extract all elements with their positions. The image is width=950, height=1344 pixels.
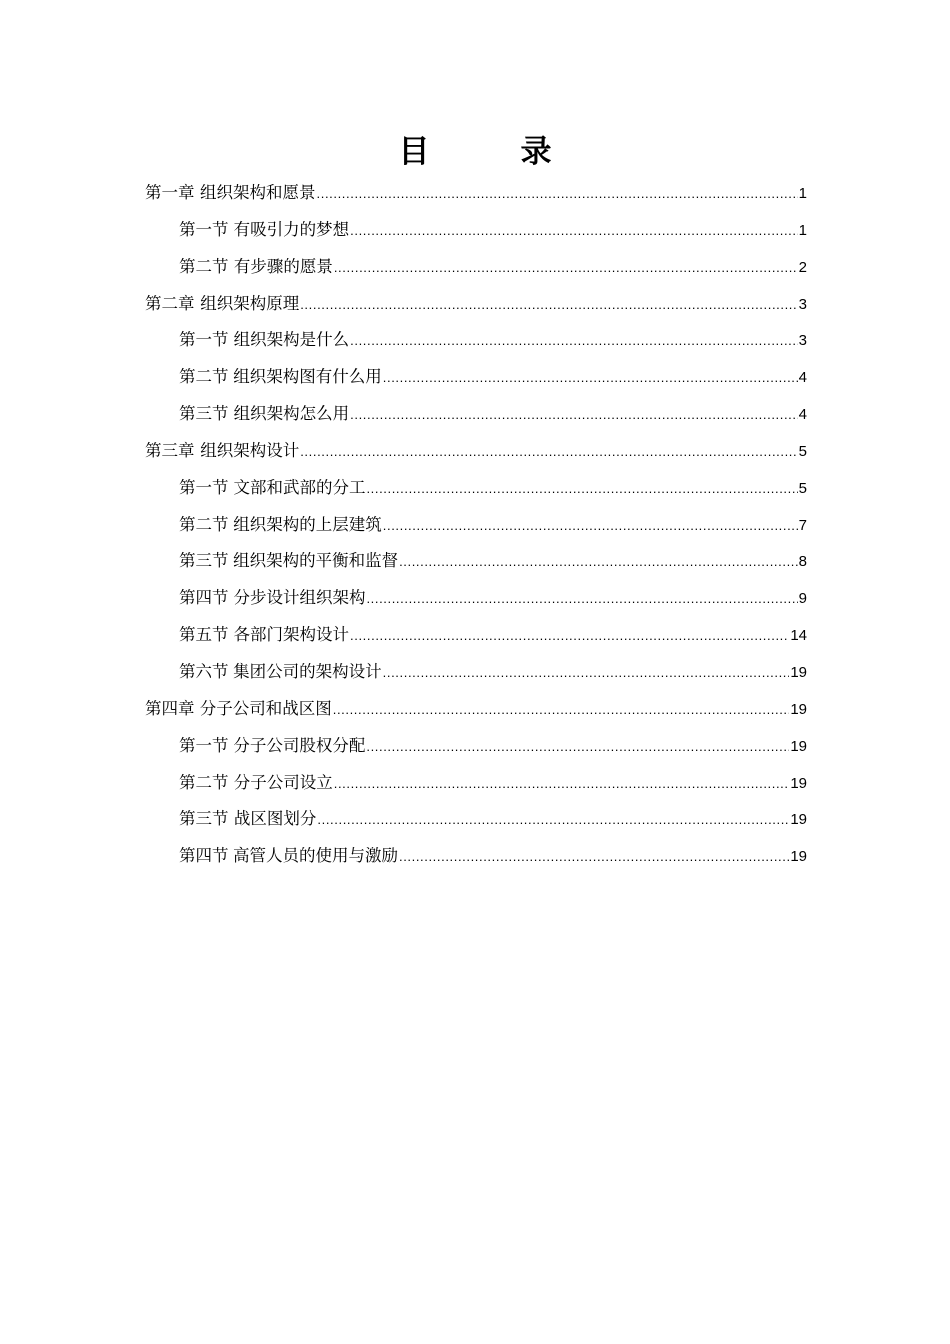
toc-entry-label: 高管人员的使用与激励 xyxy=(232,846,398,866)
toc-dot-leader xyxy=(334,250,798,287)
toc-section-entry[interactable] xyxy=(145,507,807,544)
toc-page-number: 1 xyxy=(798,221,807,239)
toc-page-number: 3 xyxy=(798,332,807,350)
toc-entry-number: 第一节 xyxy=(179,330,229,350)
toc-entry-number: 第四节 xyxy=(179,588,229,608)
toc-page-number: 4 xyxy=(798,406,807,424)
toc-entry-number: 第一章 xyxy=(145,183,195,202)
toc-entry-label: 组织架构原理 xyxy=(200,293,300,313)
toc-entry-number: 第二节 xyxy=(179,772,229,792)
toc-section-entry[interactable] xyxy=(145,838,807,875)
toc-entry-label: 分步设计组织架构 xyxy=(233,588,366,608)
toc-dot-leader xyxy=(383,508,798,545)
toc-section-entry[interactable] xyxy=(145,543,807,580)
toc-dot-leader xyxy=(366,581,797,618)
toc-section-entry[interactable] xyxy=(145,765,807,802)
toc-entry-number: 第二章 xyxy=(145,293,195,313)
toc-page-number: 19 xyxy=(790,700,807,718)
toc-entry-label: 各部门架构设计 xyxy=(233,625,350,645)
toc-entry-label: 组织架构和愿景 xyxy=(200,183,316,202)
toc-list xyxy=(145,175,807,875)
toc-dot-leader xyxy=(366,729,789,766)
toc-page-number: 5 xyxy=(798,479,807,497)
toc-section-entry[interactable] xyxy=(145,728,807,765)
toc-page-number: 7 xyxy=(798,516,807,534)
toc-chapter-entry[interactable] xyxy=(145,175,807,212)
toc-section-entry[interactable] xyxy=(145,396,807,433)
toc-entry-label: 分子公司股权分配 xyxy=(233,735,366,755)
toc-page-number: 5 xyxy=(798,442,807,460)
toc-entry-label: 组织架构的平衡和监督 xyxy=(233,551,399,571)
toc-page-number: 19 xyxy=(790,811,807,829)
toc-chapter-entry[interactable] xyxy=(145,433,807,470)
toc-dot-leader xyxy=(350,618,789,655)
toc-entry-label: 组织架构设计 xyxy=(200,440,300,460)
toc-section-entry[interactable] xyxy=(145,212,807,249)
toc-page-number: 19 xyxy=(790,848,807,866)
toc-section-entry[interactable] xyxy=(145,801,807,838)
toc-dot-leader xyxy=(300,287,797,324)
toc-entry-number: 第二节 xyxy=(179,514,229,534)
toc-dot-leader xyxy=(350,213,798,250)
toc-dot-leader xyxy=(350,397,798,434)
toc-entry-label: 有步骤的愿景 xyxy=(233,256,333,276)
toc-page-number: 4 xyxy=(798,369,807,387)
toc-section-entry[interactable] xyxy=(145,322,807,359)
toc-entry-label: 组织架构的上层建筑 xyxy=(233,514,382,534)
toc-entry-label: 有吸引力的梦想 xyxy=(233,219,350,239)
toc-entry-label: 战区图划分 xyxy=(233,809,317,829)
toc-section-entry[interactable] xyxy=(145,654,807,691)
toc-page-number: 19 xyxy=(790,663,807,681)
toc-section-entry[interactable] xyxy=(145,580,807,617)
toc-entry-number: 第三章 xyxy=(145,440,195,460)
toc-entry-number: 第一节 xyxy=(179,477,229,497)
toc-entry-label: 组织架构是什么 xyxy=(233,330,350,350)
toc-entry-label: 集团公司的架构设计 xyxy=(233,661,382,681)
toc-chapter-entry[interactable] xyxy=(145,286,807,323)
toc-entry-label: 分子公司和战区图 xyxy=(199,698,332,718)
toc-dot-leader xyxy=(399,544,798,581)
toc-section-entry[interactable] xyxy=(145,617,807,654)
toc-entry-number: 第四章 xyxy=(145,698,195,718)
toc-page-number: 8 xyxy=(798,553,807,571)
toc-entry-number: 第三节 xyxy=(179,809,229,829)
toc-entry-number: 第三节 xyxy=(179,404,229,424)
toc-entry-label: 分子公司设立 xyxy=(233,772,333,792)
toc-page-number: 1 xyxy=(798,185,807,202)
toc-dot-leader xyxy=(317,802,789,839)
toc-page-number: 2 xyxy=(798,258,807,276)
toc-page-number: 3 xyxy=(798,295,807,313)
toc-page-number: 14 xyxy=(790,627,807,645)
toc-entry-label: 文部和武部的分工 xyxy=(233,477,366,497)
toc-page-number: 19 xyxy=(790,737,807,755)
toc-entry-label: 组织架构图有什么用 xyxy=(233,367,382,387)
toc-section-entry[interactable] xyxy=(145,359,807,396)
toc-dot-leader xyxy=(350,323,798,360)
toc-section-entry[interactable] xyxy=(145,249,807,286)
toc-dot-leader xyxy=(334,766,790,803)
toc-entry-number: 第二节 xyxy=(179,367,229,387)
toc-entry-number: 第五节 xyxy=(179,625,229,645)
toc-dot-leader xyxy=(333,692,790,729)
toc-page-number: 9 xyxy=(798,590,807,608)
toc-entry-number: 第一节 xyxy=(179,735,229,755)
toc-dot-leader xyxy=(317,176,798,213)
toc-dot-leader xyxy=(383,360,798,397)
toc-chapter-entry[interactable] xyxy=(145,691,807,728)
toc-title: 目 录 xyxy=(398,134,582,170)
toc-dot-leader xyxy=(300,434,797,471)
toc-entry-label: 组织架构怎么用 xyxy=(233,404,350,424)
toc-entry-number: 第三节 xyxy=(179,551,229,571)
toc-entry-number: 第六节 xyxy=(179,661,229,681)
toc-dot-leader xyxy=(399,839,789,876)
toc-section-entry[interactable] xyxy=(145,470,807,507)
toc-page-number: 19 xyxy=(790,774,807,792)
toc-dot-leader xyxy=(383,655,790,692)
toc-dot-leader xyxy=(366,471,797,508)
toc-entry-number: 第二节 xyxy=(179,256,229,276)
toc-entry-number: 第四节 xyxy=(179,846,229,866)
toc-entry-number: 第一节 xyxy=(179,219,229,239)
